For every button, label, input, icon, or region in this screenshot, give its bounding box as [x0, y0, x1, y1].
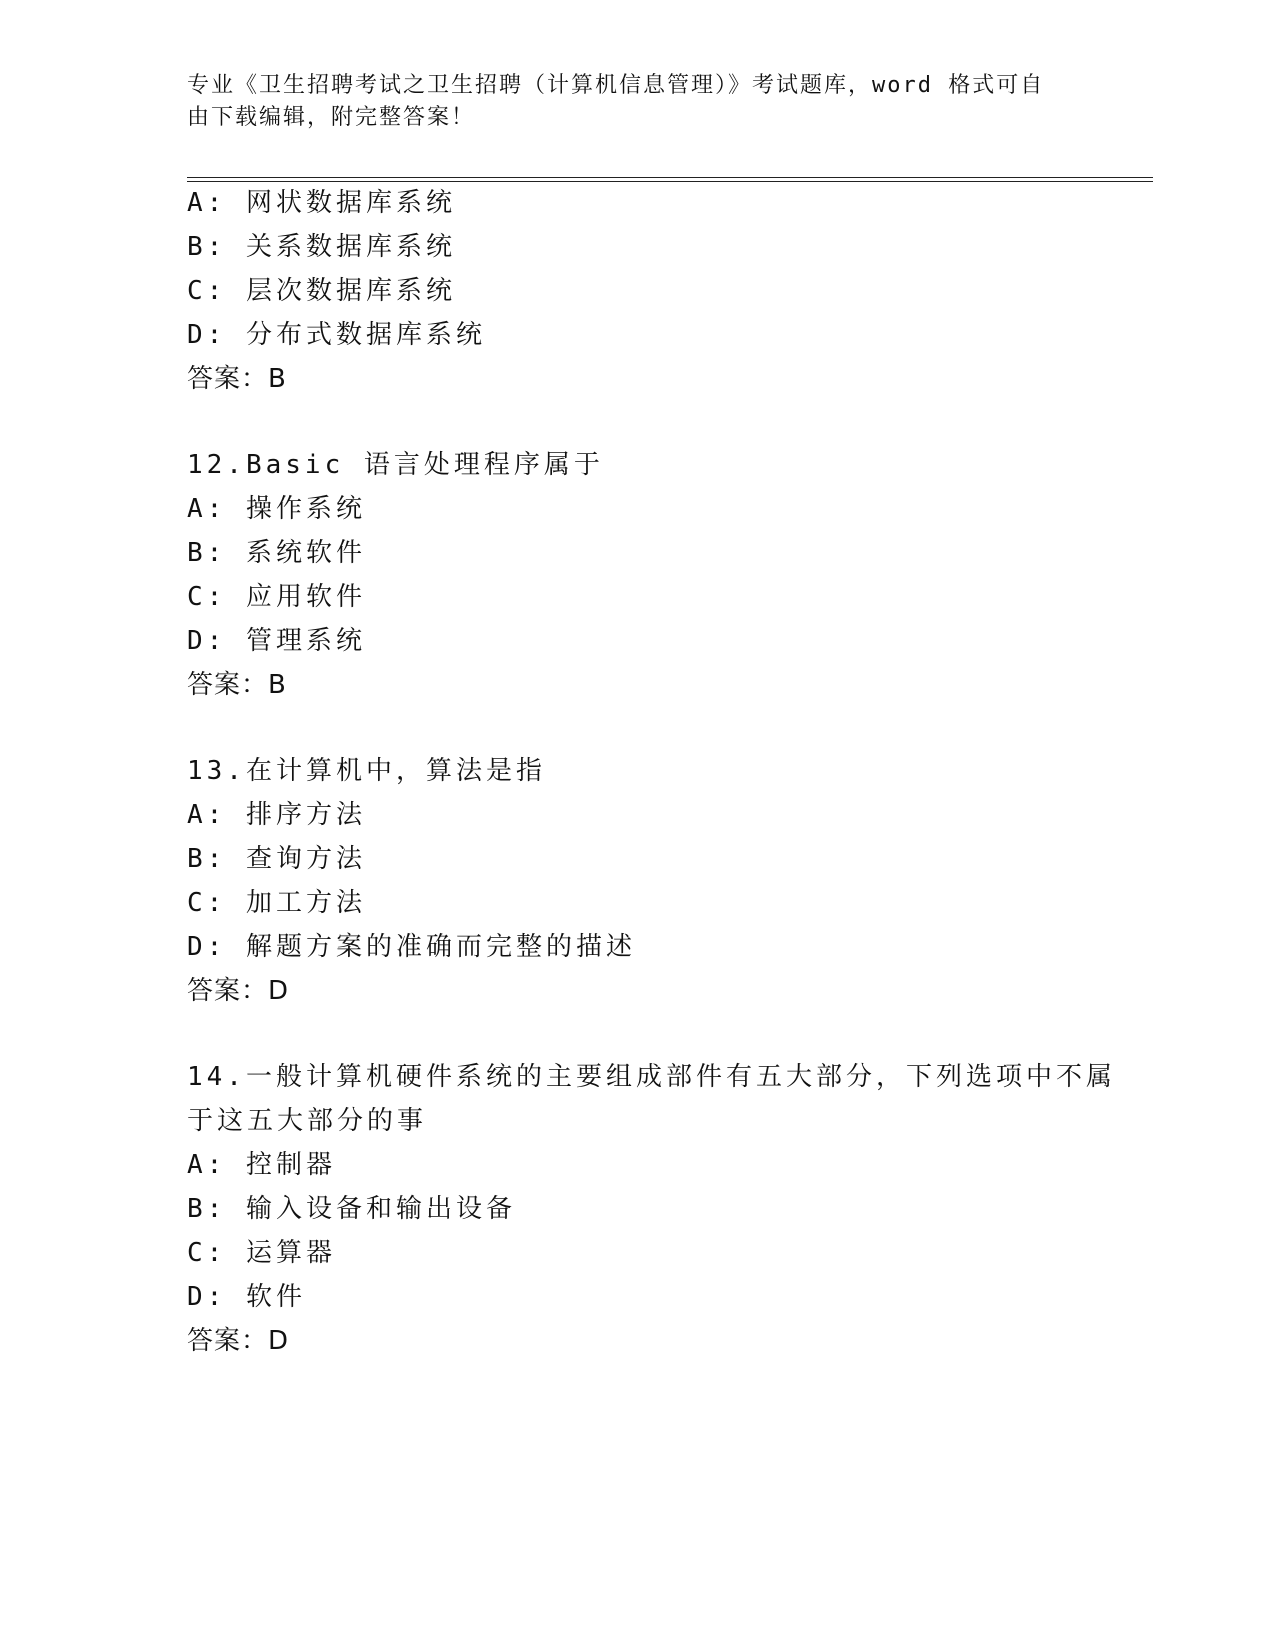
q13-question: 13.在计算机中，算法是指	[187, 756, 546, 786]
q14-option-a: A: 控制器	[187, 1150, 336, 1180]
q13-option-b: B: 查询方法	[187, 844, 366, 874]
q14-option-b: B: 输入设备和输出设备	[187, 1194, 516, 1224]
q11-option-a: A: 网状数据库系统	[187, 188, 456, 218]
q13-option-a: A: 排序方法	[187, 800, 366, 830]
q14-option-d: D: 软件	[187, 1282, 306, 1312]
q14-question-line1: 14.一般计算机硬件系统的主要组成部件有五大部分，下列选项中不属	[187, 1062, 1116, 1092]
q14-question-line2: 于这五大部分的事	[187, 1106, 428, 1136]
q12-option-c: C: 应用软件	[187, 582, 366, 612]
q11-option-b: B: 关系数据库系统	[187, 232, 456, 262]
q12-option-a: A: 操作系统	[187, 494, 366, 524]
q13-option-c: C: 加工方法	[187, 888, 366, 918]
q12-question: 12.Basic 语言处理程序属于	[187, 450, 604, 480]
q11-option-c: C: 层次数据库系统	[187, 276, 456, 306]
q11-answer: 答案：B	[187, 364, 287, 394]
q12-answer: 答案：B	[187, 670, 287, 700]
q12-option-d: D: 管理系统	[187, 626, 366, 656]
q13-answer: 答案：D	[187, 976, 290, 1006]
q14-option-c: C: 运算器	[187, 1238, 336, 1268]
document-intro: 专业《卫生招聘考试之卫生招聘（计算机信息管理）》考试题库，word 格式可自由下载编辑，附完整答案！	[187, 73, 1045, 130]
q12-option-b: B: 系统软件	[187, 538, 366, 568]
q13-option-d: D: 解题方案的准确而完整的描述	[187, 932, 636, 962]
header-divider	[187, 177, 1153, 182]
q11-option-d: D: 分布式数据库系统	[187, 320, 486, 350]
q14-answer: 答案：D	[187, 1326, 290, 1356]
